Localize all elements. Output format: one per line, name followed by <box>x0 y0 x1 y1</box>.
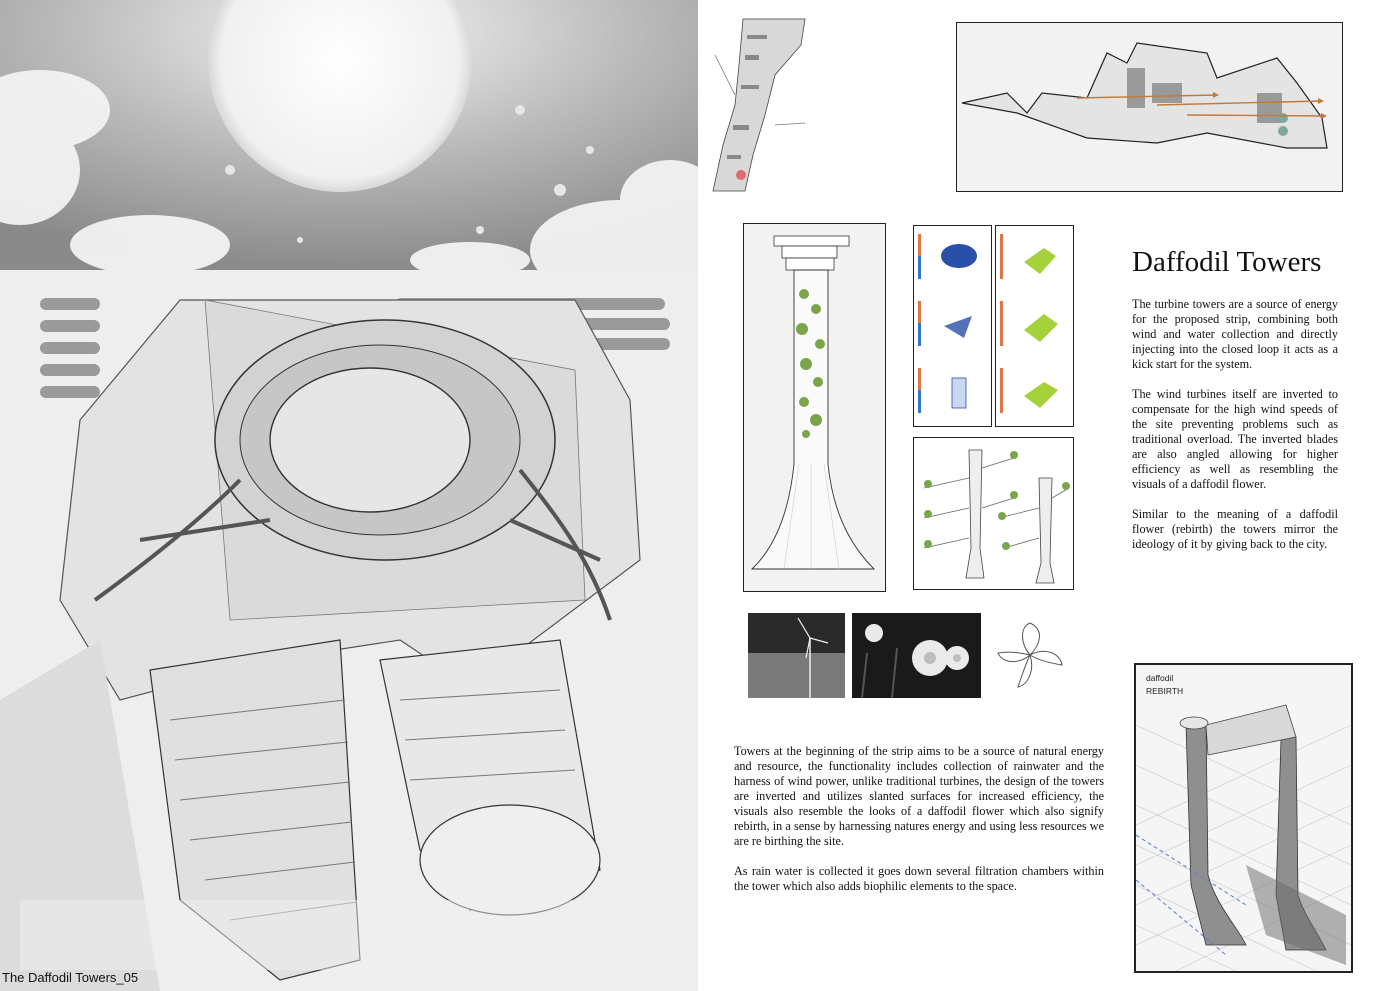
narrative-paragraph: Towers at the beginning of the strip aims to be a source of natural energy and resource, the functionality includes collection of rainwater and the harness of wind power, unlike traditional turbines, the design of the towers are inverted and utilizes slanted surfaces for increased efficiency, the visuals also resemble the looks of a daffodil flower which also signify rebirth, in a sense by harnessing natures energy and using less resources we are re birthing the site. <box>734 744 1104 848</box>
daffodil-blade-icon <box>990 615 1070 695</box>
wind-plan-panel <box>956 22 1343 192</box>
axon-label-rebirth: REBIRTH <box>1146 686 1184 696</box>
wind-turbine-photo <box>748 613 845 698</box>
project-title: Daffodil Towers <box>1132 246 1322 278</box>
description-block <box>1132 297 1338 552</box>
wind-analysis-panel-green <box>995 225 1074 427</box>
tower-axon-panel <box>913 437 1074 590</box>
tower-elevation-panel <box>743 223 886 592</box>
description-paragraph: The wind turbines itself are inverted to compensate for the high wind speeds of the site preventing problems such as traditional overload. The inverted blades are also angled allowing for higher efficiency as well as resembling the visuals of a daffodil flower. <box>1132 387 1338 491</box>
axon-label-daffodil: daffodil <box>1146 673 1174 683</box>
sheet-caption: The Daffodil Towers_05 <box>2 970 139 985</box>
hero-illustration <box>0 0 698 991</box>
description-paragraph: The turbine towers are a source of energy for the proposed strip, combining both wind and water collection and directly injecting into the closed loop it acts as a kick start for the system. <box>1132 297 1338 371</box>
narrative-paragraph: As rain water is collected it goes down several filtration chambers within the tower which also adds biophilic elements to the space. <box>734 864 1104 893</box>
rebirth-axon-panel <box>1134 663 1353 973</box>
site-location-map <box>705 15 810 193</box>
tower-top-view-drawing <box>0 0 698 991</box>
narrative-block <box>734 744 1104 894</box>
description-paragraph: Similar to the meaning of a daffodil flower (rebirth) the towers mirror the ideology of it by giving back to the city. <box>1132 507 1338 551</box>
wind-analysis-panel-blue <box>913 225 992 427</box>
daffodil-photo <box>852 613 981 698</box>
